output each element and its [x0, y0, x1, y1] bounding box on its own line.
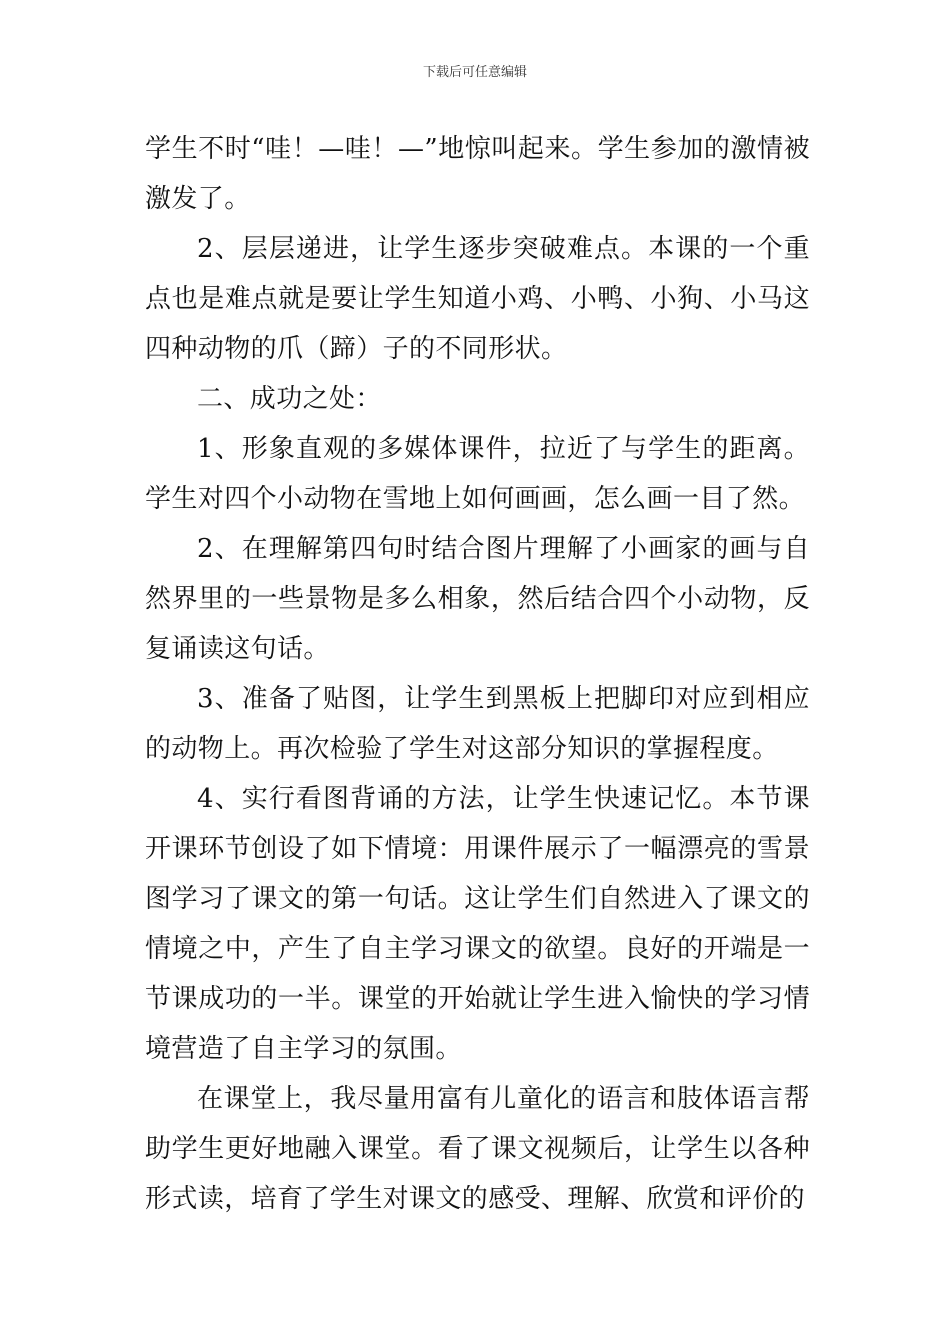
section-heading-success: 二、成功之处：: [197, 384, 382, 414]
paragraph-6: 3、准备了贴图，让学生到黑板上把脚印对应到相应的动物上。再次检验了学生对这部分知识的掌握程度。: [145, 684, 810, 764]
paragraph-8: 在课堂上，我尽量用富有儿童化的语言和肢体语言帮助学生更好地融入课堂。看了课文视频后，让学生以各种形式读，培育了学生对课文的感受、理解、欣赏和评价的: [145, 1084, 810, 1214]
document-body: [145, 124, 810, 1224]
paragraph-4: 1、形象直观的多媒体课件，拉近了与学生的距离。学生对四个小动物在雪地上如何画画，怎么画一目了然。: [145, 434, 810, 514]
page-header: 下载后可任意编辑: [422, 65, 527, 80]
paragraph-7: 4、实行看图背诵的方法，让学生快速记忆。本节课开课环节创设了如下情境：用课件展示了一幅漂亮的雪景图学习了课文的第一句话。这让学生们自然进入了课文的情境之中，产生了自主学习课文的欲望。良好的开端是一节课成功的一半。课堂的开始就让学生进入愉快的学习情境营造了自主学习的氛围。: [145, 784, 810, 1064]
paragraph-5: 2、在理解第四句时结合图片理解了小画家的画与自然界里的一些景物是多么相象，然后结合四个小动物，反复诵读这句话。: [145, 534, 810, 664]
paragraph-1: 学生不时“哇！—哇！—”地惊叫起来。学生参加的激情被激发了。: [145, 134, 810, 214]
paragraph-2: 2、层层递进，让学生逐步突破难点。本课的一个重点也是难点就是要让学生知道小鸡、小鸭、小狗、小马这四种动物的爪（蹄）子的不同形状。: [145, 234, 810, 364]
